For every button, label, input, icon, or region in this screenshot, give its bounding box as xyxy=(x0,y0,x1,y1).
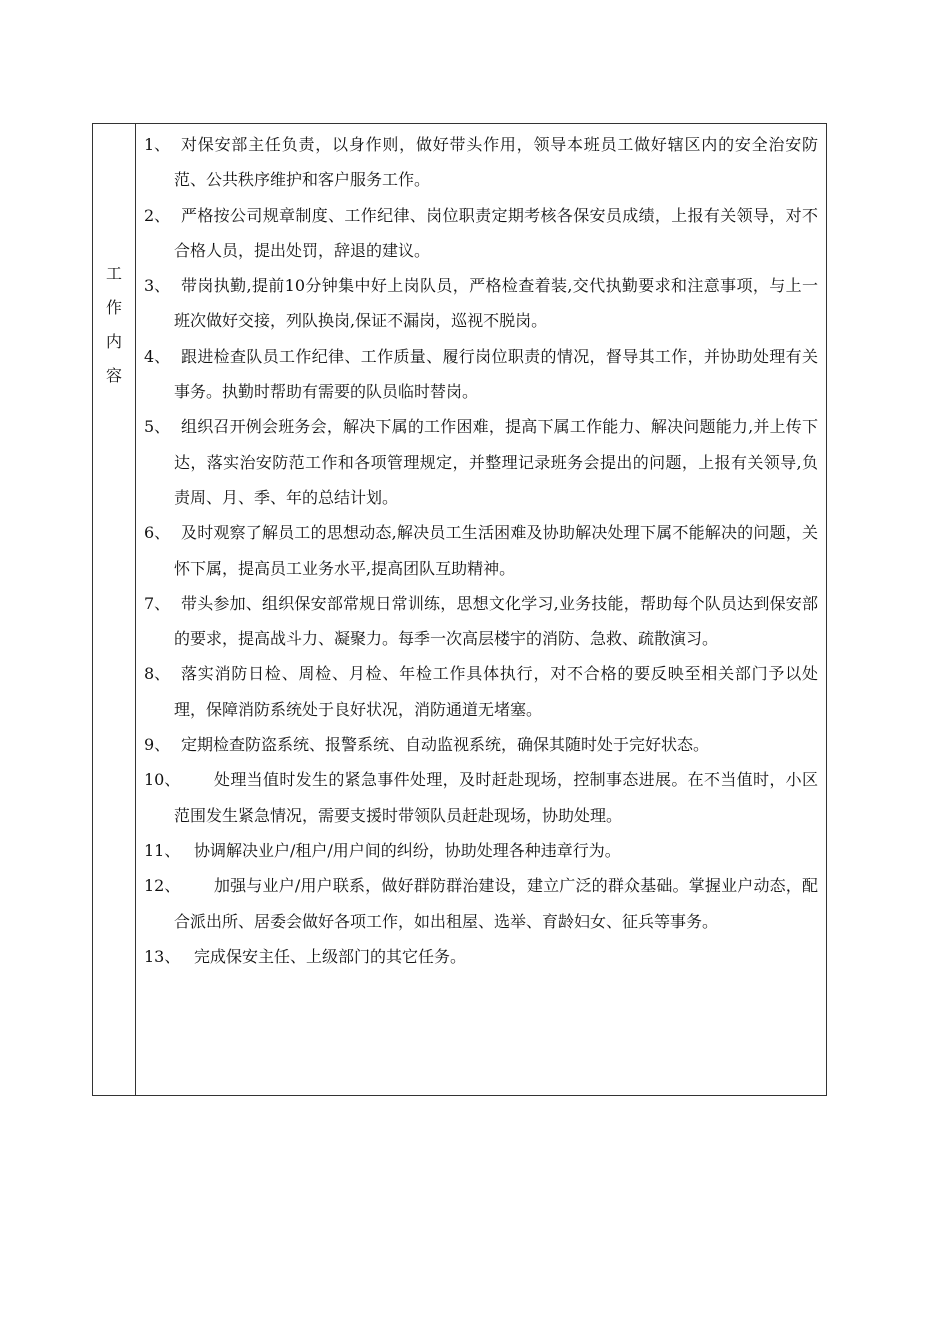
duty-text: 协调解决业户/租户/用户间的纠纷，协助处理各种违章行为。 xyxy=(194,840,621,860)
duty-item xyxy=(144,515,818,586)
duty-number: 5、 xyxy=(144,417,171,437)
duty-text: 带头参加、组织保安部常规日常训练，思想文化学习,业务技能，帮助每个队员达到保安部的要求，提高战斗力、凝聚力。每季一次高层楼宇的消防、急救、疏散演习。 xyxy=(174,593,818,649)
duty-item xyxy=(144,833,818,868)
duty-item xyxy=(144,656,818,727)
duty-number: 4、 xyxy=(144,346,171,366)
section-label-char: 内 xyxy=(105,332,122,351)
duty-item xyxy=(144,939,818,974)
duty-number: 11、 xyxy=(144,840,181,860)
duty-number: 1、 xyxy=(144,135,171,154)
duty-text: 组织召开例会班务会，解决下属的工作困难，提高下属工作能力、解决问题能力,并上传下达，落实治安防范工作和各项管理规定，并整理记录班务会提出的问题，上报有关领导,负责周、月、季、年的总结计划。 xyxy=(174,417,818,507)
duties-table xyxy=(92,123,827,1096)
duty-number: 10、 xyxy=(144,770,181,790)
duty-text: 对保安部主任负责，以身作则，做好带头作用，领导本班员工做好辖区内的安全治安防范、公共秩序维护和客户服务工作。 xyxy=(174,135,818,190)
duty-item xyxy=(144,762,818,833)
duty-text: 加强与业户/用户联系，做好群防群治建设，建立广泛的群众基础。掌握业户动态，配合派出所、居委会做好各项工作，如出租屋、选举、育龄妇女、征兵等事务。 xyxy=(174,876,818,931)
duty-text: 跟进检查队员工作纪律、工作质量、履行岗位职责的情况，督导其工作，并协助处理有关事务。执勤时帮助有需要的队员临时替岗。 xyxy=(174,346,818,402)
duty-number: 3、 xyxy=(144,276,171,296)
section-label-char: 工 xyxy=(105,264,122,283)
duty-item xyxy=(144,339,818,410)
duty-text: 及时观察了解员工的思想动态,解决员工生活困难及协助解决处理下属不能解决的问题，关怀下属，提高员工业务水平,提高团队互助精神。 xyxy=(174,523,818,578)
duty-item xyxy=(144,409,818,515)
duty-item xyxy=(144,868,818,939)
duty-text: 严格按公司规章制度、工作纪律、岗位职责定期考核各保安员成绩，上报有关领导，对不合格人员，提出处罚，辞退的建议。 xyxy=(174,205,818,260)
duty-item xyxy=(144,586,818,657)
duty-text: 落实消防日检、周检、月检、年检工作具体执行，对不合格的要反映至相关部门予以处理，保障消防系统处于良好状况，消防通道无堵塞。 xyxy=(174,664,818,719)
duty-number: 6、 xyxy=(144,523,171,543)
duty-text: 定期检查防盗系统、报警系统、自动监视系统，确保其随时处于完好状态。 xyxy=(181,735,710,755)
section-label-char: 容 xyxy=(105,366,122,385)
duty-text: 带岗执勤,提前10分钟集中好上岗队员，严格检查着装,交代执勤要求和注意事项，与上一班次做好交接，列队换岗,保证不漏岗，巡视不脱岗。 xyxy=(174,276,818,331)
section-label-char: 作 xyxy=(105,298,122,317)
duty-item xyxy=(144,727,818,762)
duty-item xyxy=(144,127,818,198)
duty-text: 完成保安主任、上级部门的其它任务。 xyxy=(194,946,467,966)
duty-number: 9、 xyxy=(144,735,171,755)
duty-number: 2、 xyxy=(144,205,171,225)
duty-number: 8、 xyxy=(144,664,171,684)
duty-number: 7、 xyxy=(144,593,171,613)
duty-item xyxy=(144,268,818,339)
duty-number: 13、 xyxy=(144,946,181,966)
section-label-cell xyxy=(93,124,136,1095)
duty-text: 处理当值时发生的紧急事件处理，及时赶赴现场，控制事态进展。在不当值时，小区范围发生紧急情况，需要支援时带领队员赶赴现场，协助处理。 xyxy=(174,770,818,825)
duty-item xyxy=(144,198,818,269)
duty-number: 12、 xyxy=(144,876,181,896)
duties-content-cell xyxy=(136,124,826,1095)
